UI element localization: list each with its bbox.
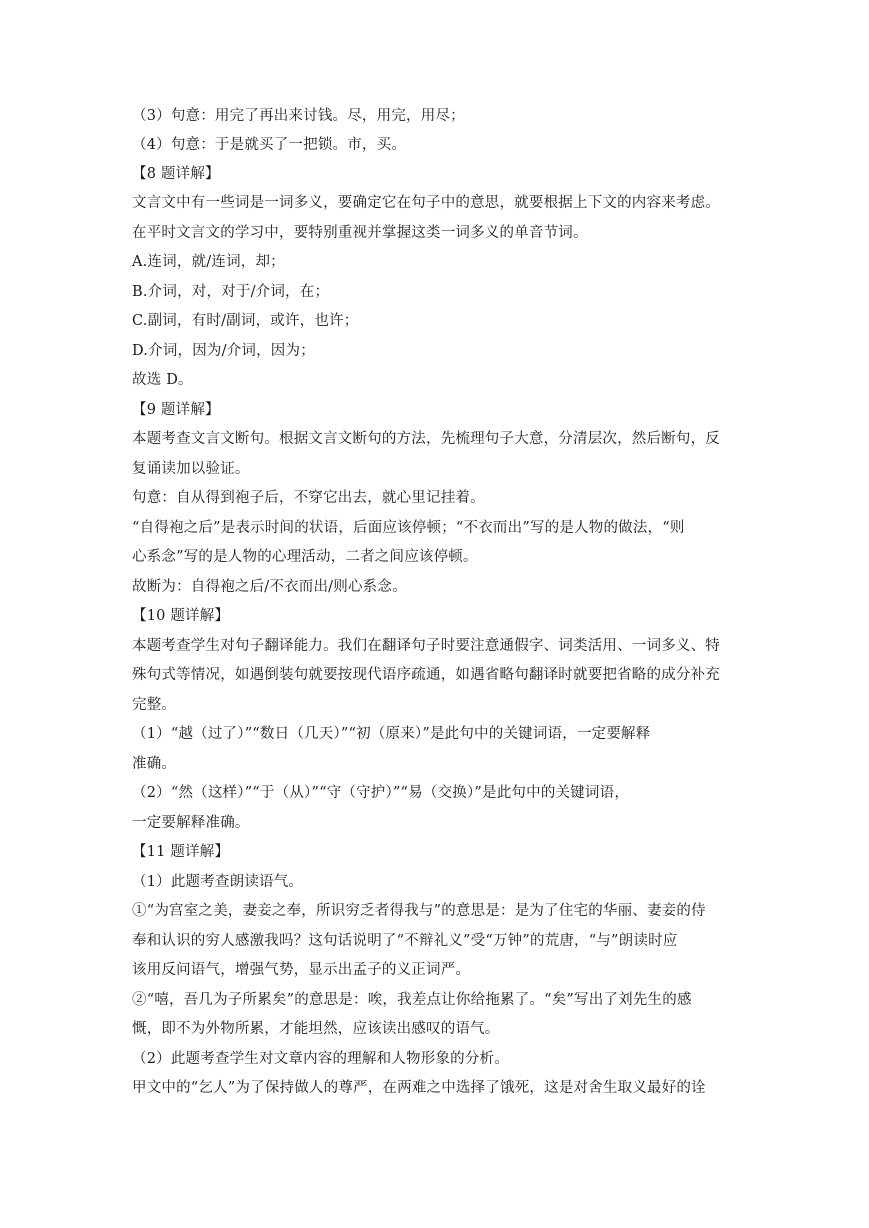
text-line: 心系念”写的是人物的心理活动，二者之间应该停顿。 — [132, 549, 478, 565]
text-line: （1）“越（过了）”“数日（几天）”“初（原来）”是此句中的关键词语，一定要解释 — [132, 726, 651, 742]
text-line: 文言文中有一些词是一词多义，要确定它在句子中的意思，就要根据上下文的内容来考虑。 — [132, 195, 720, 211]
text-line: 本题考查文言文断句。根据文言文断句的方法，先梳理句子大意，分清层次，然后断句，反 — [132, 431, 720, 447]
text-line: 复诵读加以验证。 — [132, 461, 250, 477]
text-line: 该用反问语气，增强气势，显示出孟子的义正词严。 — [132, 962, 471, 978]
section-heading-11: 【11 题详解】 — [132, 844, 230, 860]
text-line: 准确。 — [132, 756, 177, 772]
text-line: （4）句意：于是就买了一把锁。市，买。 — [132, 137, 407, 153]
section-heading-9: 【9 题详解】 — [132, 402, 220, 418]
text-line: “自得袍之后”是表示时间的状语，后面应该停顿；“不衣而出”写的是人物的做法，“则 — [132, 520, 685, 536]
text-line: 一定要解释准确。 — [132, 815, 250, 831]
text-line: 本题考查学生对句子翻译能力。我们在翻译句子时要注意通假字、词类活用、一词多义、特 — [132, 638, 720, 654]
text-line: 在平时文言文的学习中，要特别重视并掌握这类一词多义的单音节词。 — [132, 225, 588, 241]
option-d: D.介词，因为/介词，因为； — [132, 343, 315, 359]
text-line: （1）此题考查朗读语气。 — [132, 874, 304, 890]
text-line: （3）句意：用完了再出来讨钱。尽，用完，用尽； — [132, 108, 465, 124]
text-line: 奉和认识的穷人感激我吗？这句话说明了“不辩礼义”受“万钟”的荒唐，“与”朗读时应 — [132, 933, 678, 949]
text-line: ①“为宫室之美，妻妾之奉，所识穷乏者得我与”的意思是：是为了住宅的华丽、妻妾的侍 — [132, 903, 706, 919]
answer-line: 故选 D。 — [132, 372, 193, 388]
text-line: 故断为：自得袍之后/不衣而出/则心系念。 — [132, 579, 407, 595]
text-line: 完整。 — [132, 697, 177, 713]
text-line: 甲文中的“乞人”为了保持做人的尊严，在两难之中选择了饿死，这是对舍生取义最好的诠 — [132, 1080, 706, 1096]
text-line: ②“嘻，吾几为子所累矣”的意思是：唉，我差点让你给拖累了。“矣”写出了刘先生的感 — [132, 992, 692, 1008]
option-c: C.副词，有时/副词，或许，也许； — [132, 313, 359, 329]
text-line: （2）“然（这样）”“于（从）”“守（守护）”“易（交换）”是此句中的关键词语， — [132, 785, 630, 801]
option-b: B.介词，对，对于/介词，在； — [132, 284, 330, 300]
option-a: A.连词，就/连词，却； — [132, 254, 285, 270]
text-line: 慨，即不为外物所累，才能坦然，应该读出感叹的语气。 — [132, 1021, 500, 1037]
text-line: 句意：自从得到袍子后，不穿它出去，就心里记挂着。 — [132, 490, 485, 506]
section-heading-8: 【8 题详解】 — [132, 166, 220, 182]
text-line: 殊句式等情况，如遇倒装句就要按现代语序疏通，如遇省略句翻译时就要把省略的成分补充 — [132, 667, 720, 683]
text-line: （2）此题考查学生对文章内容的理解和人物形象的分析。 — [132, 1051, 509, 1067]
section-heading-10: 【10 题详解】 — [132, 608, 230, 624]
